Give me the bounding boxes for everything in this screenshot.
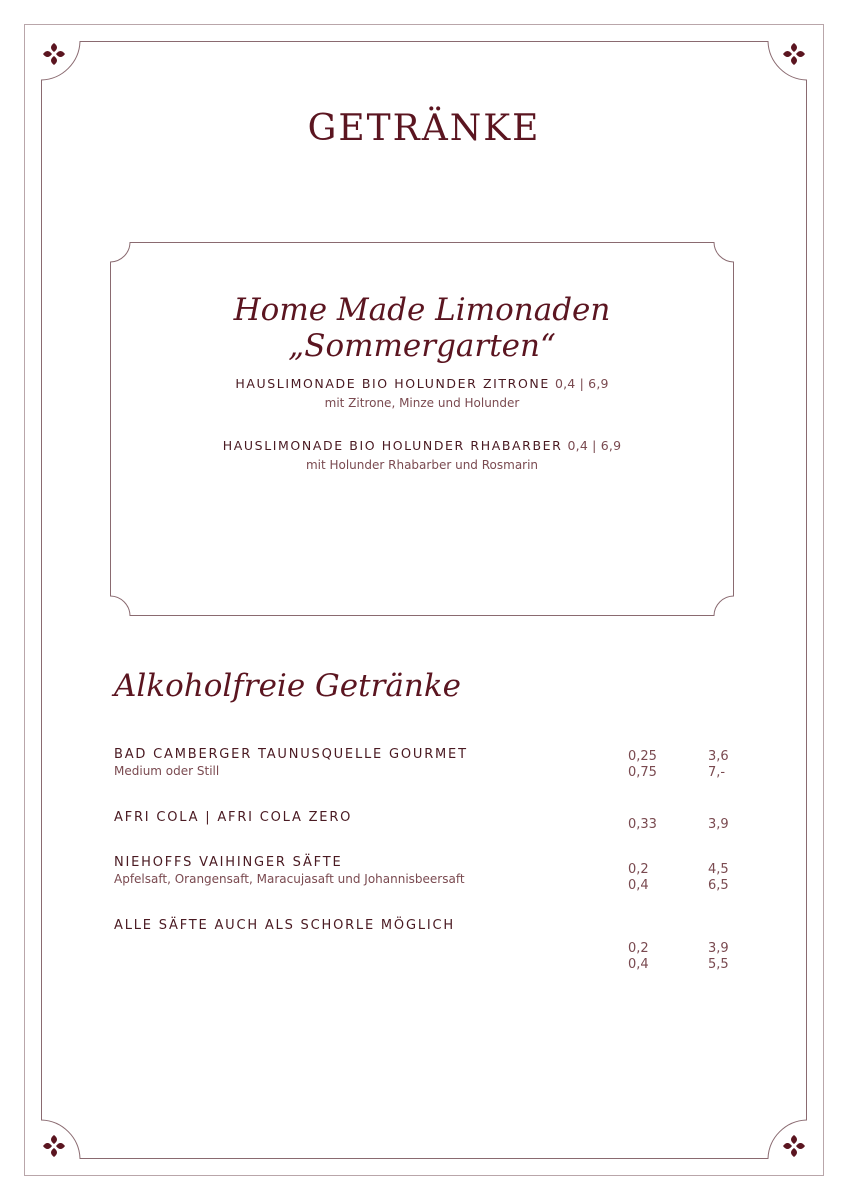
item-price: 3,9 (708, 941, 729, 956)
limonade-item (112, 373, 732, 410)
item-size: 0,4 (628, 878, 649, 893)
size-column (628, 862, 649, 894)
menu-item (114, 747, 468, 778)
item-size: 0,75 (628, 765, 657, 780)
limonaden-title: Home Made Limonaden „Sommergarten“ (233, 292, 611, 364)
size-column (628, 817, 657, 833)
item-description: mit Zitrone, Minze und Holunder (324, 396, 520, 410)
item-size: 0,33 (628, 817, 657, 832)
fleur-ornament-icon (780, 40, 808, 68)
item-size: 0,2 (628, 941, 649, 956)
item-price: 5,5 (708, 957, 729, 972)
item-size: 0,25 (628, 749, 657, 764)
item-description: Medium oder Still (114, 764, 220, 778)
menu-item (114, 918, 455, 933)
size-column (628, 749, 657, 781)
item-name: NIEHOFFS VAIHINGER SÄFTE (114, 855, 343, 870)
menu-item (114, 855, 465, 886)
price-column (708, 941, 729, 973)
item-name: BAD CAMBERGER TAUNUSQUELLE GOURMET (114, 747, 468, 762)
item-name: HAUSLIMONADE BIO HOLUNDER ZITRONE (235, 376, 550, 391)
item-name: ALLE SÄFTE AUCH ALS SCHORLE MÖGLICH (114, 918, 455, 933)
item-price: 4,5 (708, 862, 729, 877)
item-price: 3,9 (708, 817, 729, 832)
item-description: mit Holunder Rhabarber und Rosmarin (305, 458, 539, 472)
item-price: 0,4 | 6,9 (567, 438, 622, 453)
limonade-item (112, 435, 732, 472)
item-price: 3,6 (708, 749, 729, 764)
item-size: 0,4 (628, 957, 649, 972)
price-column (708, 817, 729, 833)
item-name: HAUSLIMONADE BIO HOLUNDER RHABARBER (222, 438, 563, 453)
fleur-ornament-icon (780, 1132, 808, 1160)
size-column (628, 941, 649, 973)
item-name: AFRI COLA | AFRI COLA ZERO (114, 810, 353, 825)
price-column (708, 862, 729, 894)
price-column (708, 749, 729, 781)
item-price: 7,- (708, 765, 726, 780)
menu-item (114, 810, 352, 825)
fleur-ornament-icon (40, 1132, 68, 1160)
fleur-ornament-icon (40, 40, 68, 68)
item-price: 6,5 (708, 878, 729, 893)
item-description: Apfelsaft, Orangensaft, Maracujasaft und Johannisbeersaft (114, 872, 465, 886)
section-title: Alkoholfreie Getränke (114, 668, 462, 704)
item-size: 0,2 (628, 862, 649, 877)
page-title: GETRÄNKE (307, 108, 541, 149)
item-price: 0,4 | 6,9 (554, 376, 609, 391)
